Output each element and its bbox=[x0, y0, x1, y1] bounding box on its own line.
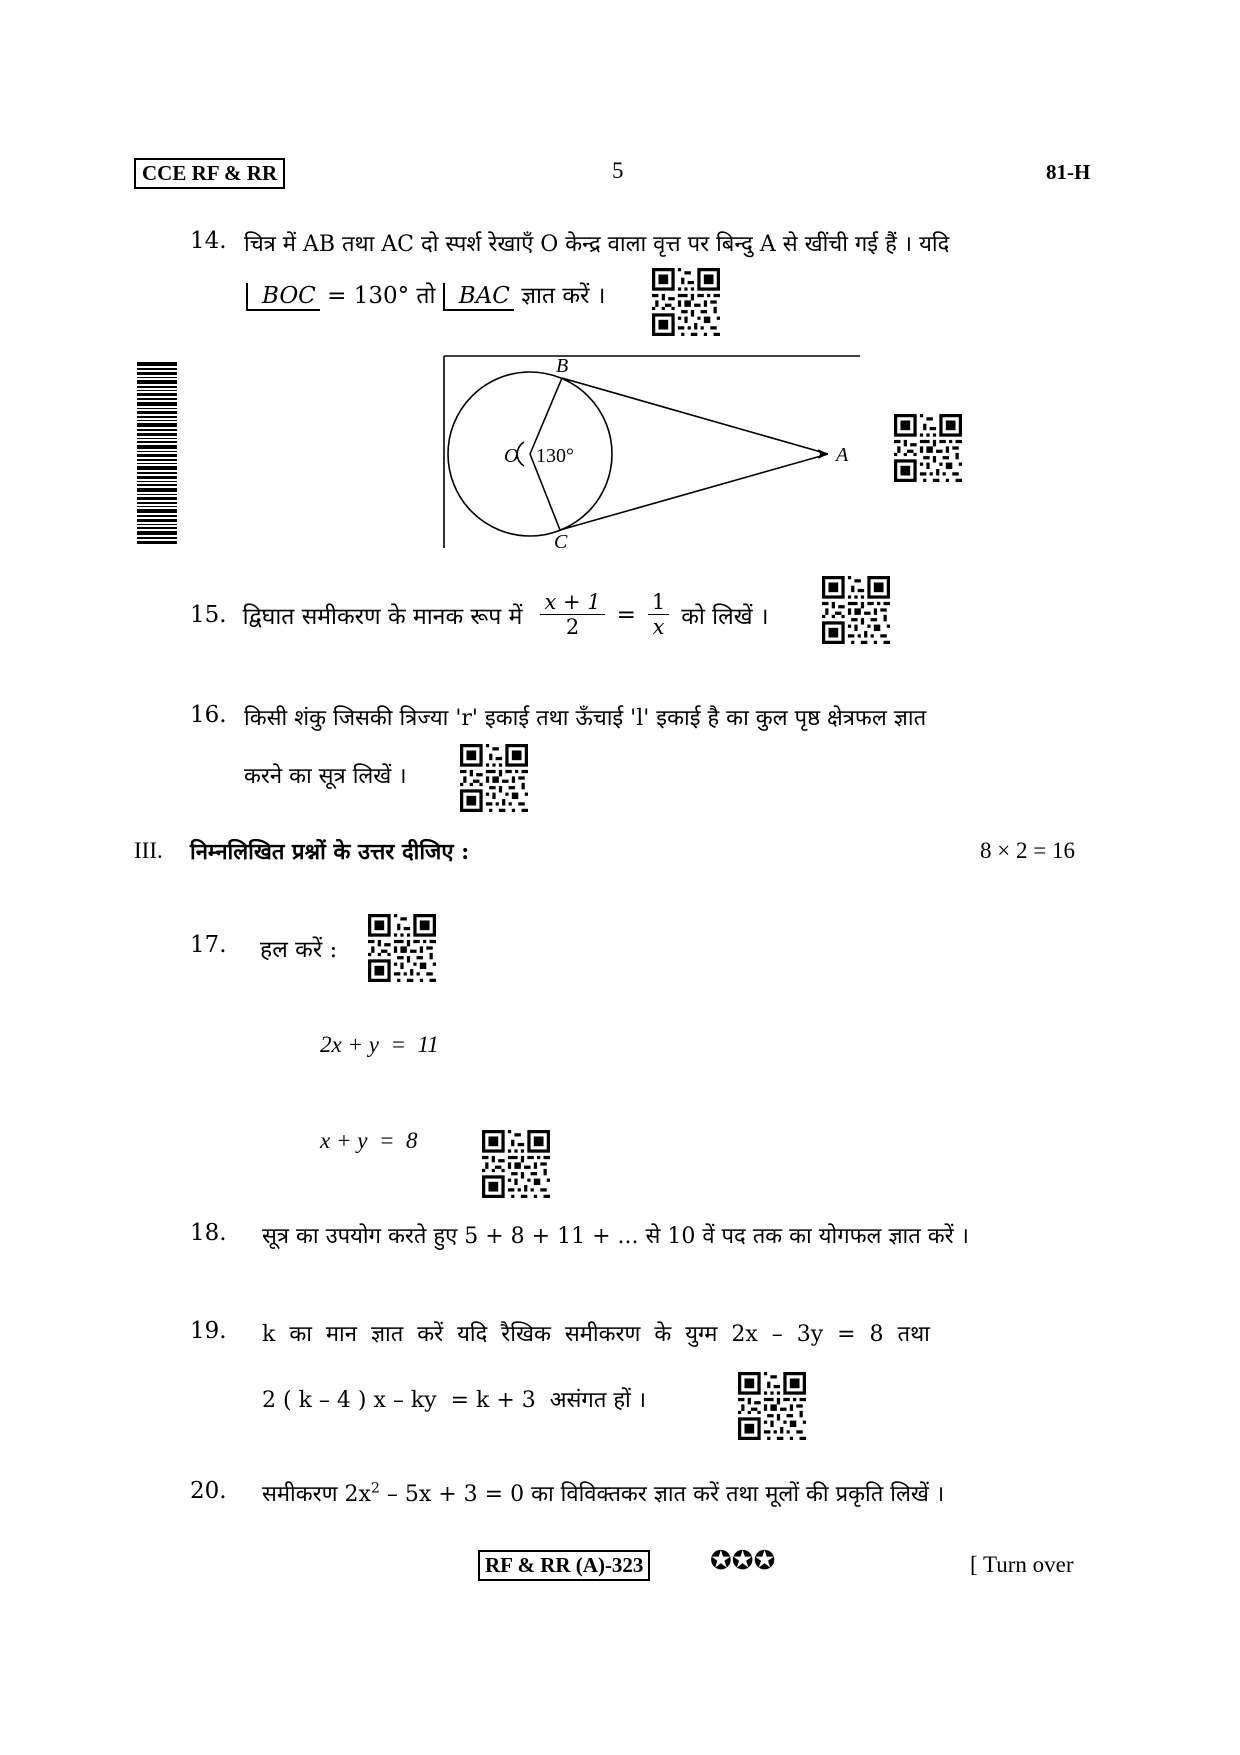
q15-text: द्विघात समीकरण के मानक रूप में bbox=[242, 603, 523, 630]
q16-line2: करने का सूत्र लिखें । bbox=[244, 764, 407, 789]
q15-frac2-num: 1 bbox=[648, 590, 669, 615]
label-c: C bbox=[554, 531, 568, 550]
angle-boc: BOC bbox=[246, 283, 320, 311]
q14-line1: चित्र में AB तथा AC दो स्पर्श रेखाएँ O केन्द्र वाला वृत्त पर बिन्दु A से खींची गई हैं । यदि bbox=[244, 232, 950, 257]
q19-line2: 2 ( k – 4 ) x – ky = k + 3 असंगत हों । bbox=[262, 1388, 647, 1413]
q15-frac1 bbox=[540, 590, 604, 639]
arrow-a bbox=[818, 449, 828, 459]
q17-text: हल करें : bbox=[260, 937, 338, 963]
q14-line2 bbox=[246, 278, 605, 311]
q15-frac1-den: 2 bbox=[565, 615, 580, 639]
label-o: O bbox=[504, 445, 519, 467]
header-left-code: CCE RF & RR bbox=[134, 158, 285, 189]
q14-number: 14. bbox=[190, 228, 227, 254]
section-title: निम्नलिखित प्रश्नों के उत्तर दीजिए : bbox=[190, 839, 470, 865]
q15-number: 15. bbox=[190, 601, 227, 628]
radius-ob bbox=[530, 378, 562, 454]
q19-number: 19. bbox=[190, 1318, 227, 1344]
qr-code-icon bbox=[894, 414, 962, 482]
q20-text-after: – 5x + 3 = 0 का विविक्तकर ज्ञात करें तथा मूलों की प्रकृति लिखें । bbox=[379, 1482, 945, 1507]
q18-number: 18. bbox=[190, 1220, 227, 1246]
angle-bac: BAC bbox=[443, 283, 514, 311]
q15 bbox=[190, 590, 769, 639]
label-a: A bbox=[836, 444, 849, 466]
page-number: 5 bbox=[612, 158, 624, 183]
qr-code-icon bbox=[652, 268, 720, 336]
label-b: B bbox=[556, 355, 569, 377]
section-numeral: III. bbox=[134, 838, 163, 863]
q20-sup: 2 bbox=[370, 1480, 380, 1497]
qr-code-icon bbox=[822, 576, 890, 644]
q15-frac2-den: x bbox=[652, 615, 665, 639]
q20-text-before: समीकरण 2x bbox=[262, 1482, 371, 1507]
q14-eq: = 130° तो bbox=[327, 283, 436, 309]
q20-text bbox=[262, 1478, 944, 1508]
q15-frac2 bbox=[648, 590, 669, 639]
q16-line1: किसी शंकु जिसकी त्रिज्या 'r' इकाई तथा ऊँचाई 'l' इकाई है का कुल पृष्ठ क्षेत्रफल ज्ञात bbox=[244, 706, 927, 731]
footer-code: RF & RR (A)-323 bbox=[478, 1550, 650, 1581]
q20-number: 20. bbox=[190, 1478, 227, 1504]
qr-code-icon bbox=[482, 1130, 550, 1198]
q19-line1: k का मान ज्ञात करें यदि रैखिक समीकरण के युग्म 2x – 3y = 8 तथा bbox=[262, 1322, 930, 1347]
q17-eq2: x + y = 8 bbox=[320, 1128, 418, 1153]
q18-text: सूत्र का उपयोग करते हुए 5 + 8 + 11 + ... से 10 वें पद तक का योगफल ज्ञात करें । bbox=[262, 1224, 970, 1249]
q17-eq1: 2x + y = 11 bbox=[320, 1032, 439, 1057]
q16-number: 16. bbox=[190, 702, 227, 728]
barcode-icon bbox=[137, 362, 177, 544]
qr-code-icon bbox=[460, 744, 528, 812]
q15-frac1-num: x + 1 bbox=[540, 590, 604, 615]
q15-equals: = bbox=[616, 601, 636, 628]
q14-tail: ज्ञात करें । bbox=[521, 283, 606, 309]
tangent-ac bbox=[560, 454, 828, 530]
q17-number: 17. bbox=[190, 932, 227, 958]
q15-tail: को लिखें । bbox=[681, 603, 769, 630]
header-right-code: 81-H bbox=[1046, 160, 1091, 184]
footer-symbols: ✪✪✪ bbox=[710, 1546, 776, 1576]
label-angle: 130° bbox=[536, 445, 574, 467]
tangent-circle-figure bbox=[440, 350, 860, 550]
qr-code-icon bbox=[368, 914, 436, 982]
qr-code-icon bbox=[738, 1372, 806, 1440]
turn-over: [ Turn over bbox=[970, 1552, 1074, 1577]
section-marks: 8 × 2 = 16 bbox=[980, 838, 1075, 863]
